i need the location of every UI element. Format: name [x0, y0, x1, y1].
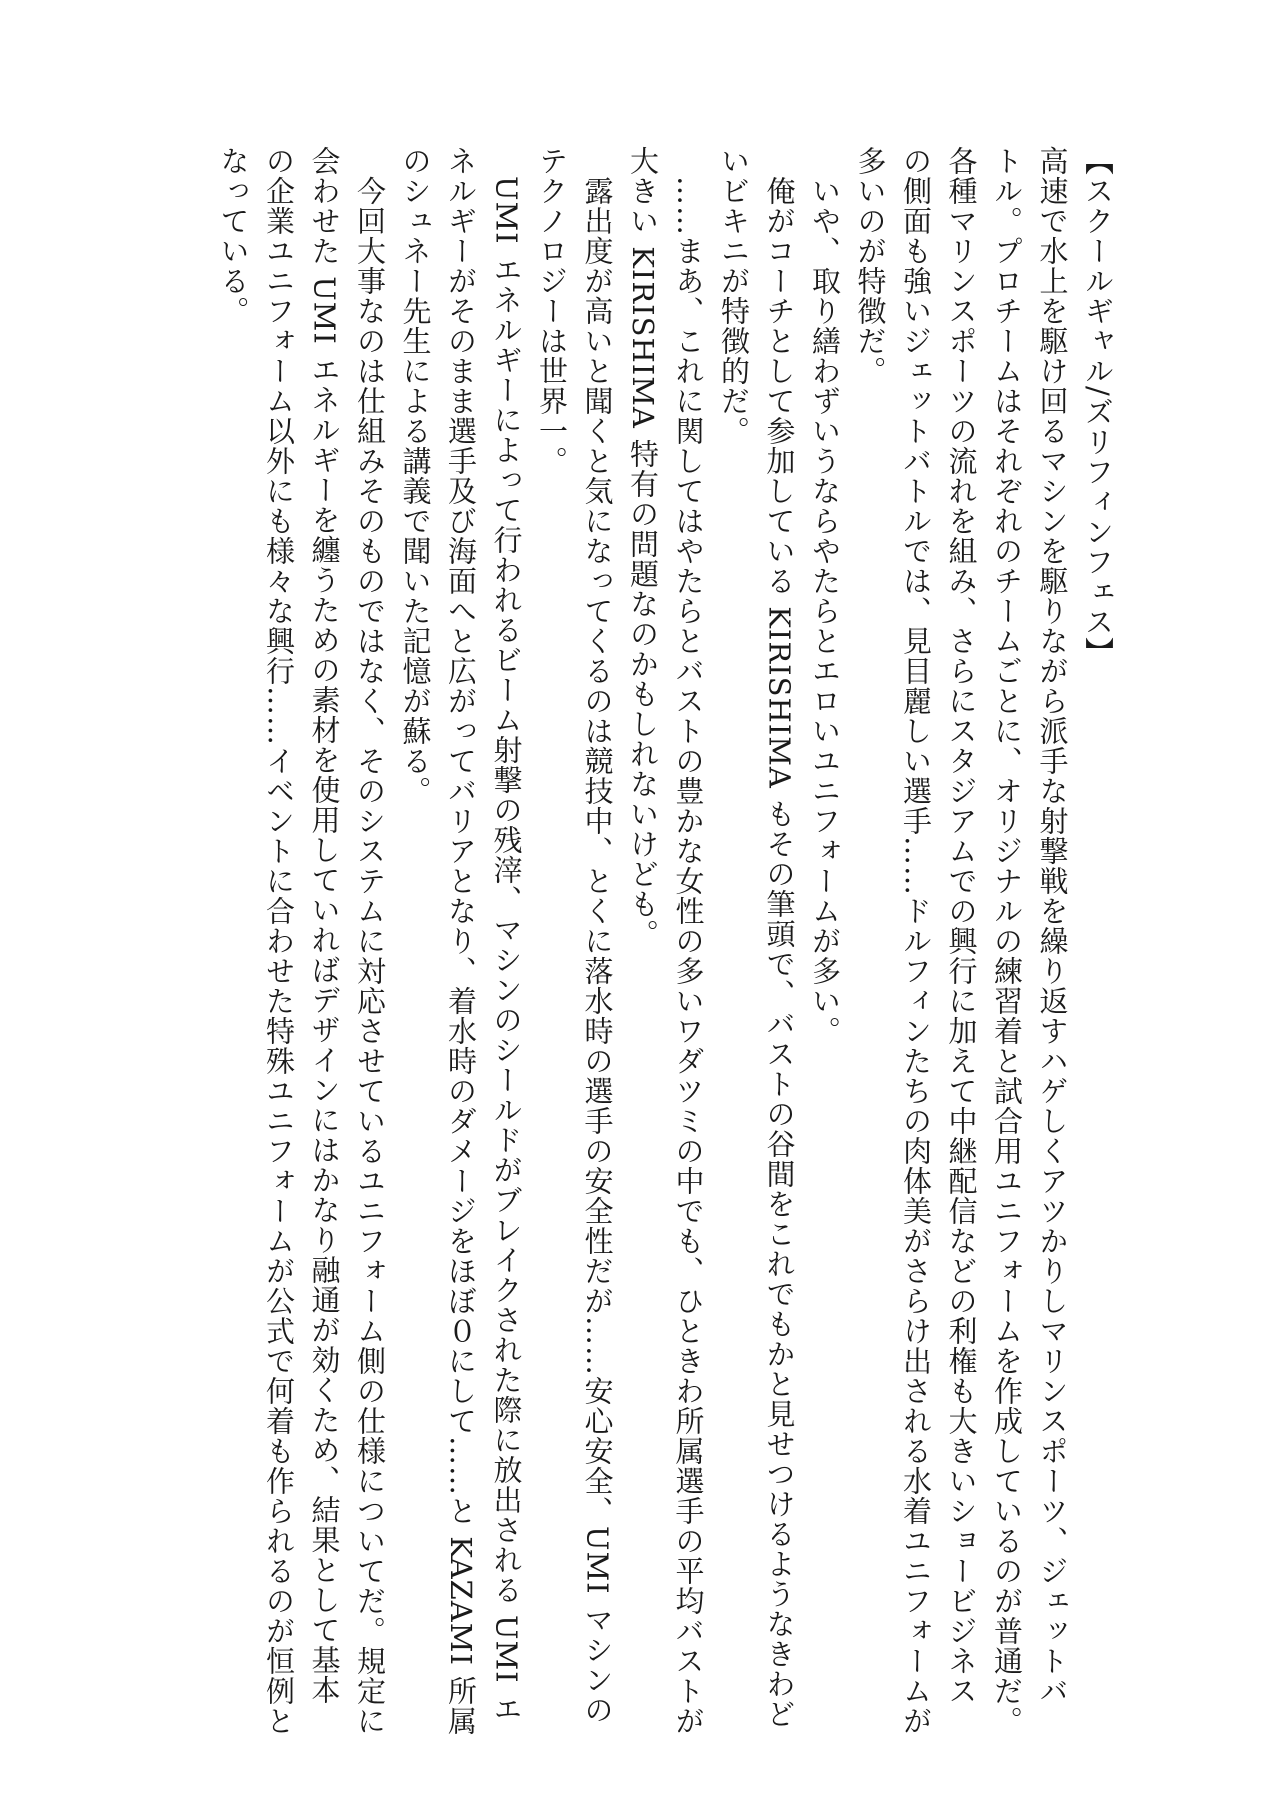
text-line: 大きい KIRISHIMA 特有の問題なのかもしれないけども。 [626, 146, 660, 950]
text-line: テクノロジーは世界一。 [535, 146, 569, 476]
text-line: のシュネー先生による講義で聞いた記憶が蘇る。 [398, 146, 433, 806]
text-line: UMI エネルギーによって行われるビーム射撃の残滓、マシンのシールドがブレイクされた際に放出される UMI エ [489, 146, 524, 1724]
text-line: 今回大事なのは仕組みそのものではなく、そのシステムに対応させているユニフォーム側の仕様についてだ。規定に [353, 146, 387, 1736]
text-line: ネルギーがそのまま選手及び海面へと広がってバリアとなり、着水時のダメージをほぼ０にして……と KAZAMI 所属 [444, 146, 478, 1737]
text-line: ……まあ、これに関してはやたらとバストの豊かな女性の多いワダツミの中でも、ひときわ所属選手の平均バストが [671, 146, 706, 1736]
text-line: の側面も強いジェットバトルでは、見目麗しい選手……ドルフィンたちの肉体美がさらけ出される水着ユニフォームが [899, 146, 933, 1736]
text-line: なっている。 [216, 146, 251, 326]
text-line: 高速で水上を駆け回るマシンを駆りながら派手な射撃戦を繰り返すハゲしくアツかりしマリンスポーツ、ジェットバ [1035, 146, 1070, 1706]
text-line: トル。プロチームはそれぞれのチームごとに、オリジナルの練習着と試合用ユニフォームを作成しているのが普通だ。 [990, 146, 1024, 1736]
text-line: いビキニが特徴的だ。 [717, 146, 751, 446]
text-line: の企業ユニフォーム以外にも様々な興行……イベントに合わせた特殊ユニフォームが公式で何着も作られるのが恒例と [262, 146, 296, 1736]
vertical-text-body [210, 146, 1120, 1737]
text-line: 各種マリンスポーツの流れを組み、さらにスタジアムでの興行に加えて中継配信などの利権も大きいショービジネス [944, 146, 979, 1706]
section-heading: 【スクールギャル/ズリフィンフェス】 [1081, 146, 1115, 667]
text-line: 俺がコーチとして参加している KIRISHIMA もその筆頭で、バストの谷間をこれでもかと見せつけるようなきわど [762, 146, 797, 1730]
text-line: 多いのが特徴だ。 [853, 146, 888, 386]
text-line: いや、取り繕わずいうならやたらとエロいユニフォームが多い。 [808, 146, 842, 1046]
text-line: 露出度が高いと聞くと気になってくるのは競技中、とくに落水時の選手の安全性だが……安心安全、UMI マシンの [580, 146, 615, 1725]
text-line: 会わせた UMI エネルギーを纏うための素材を使用していればデザインにはかなり融通が効くため、結果として基本 [307, 146, 342, 1706]
